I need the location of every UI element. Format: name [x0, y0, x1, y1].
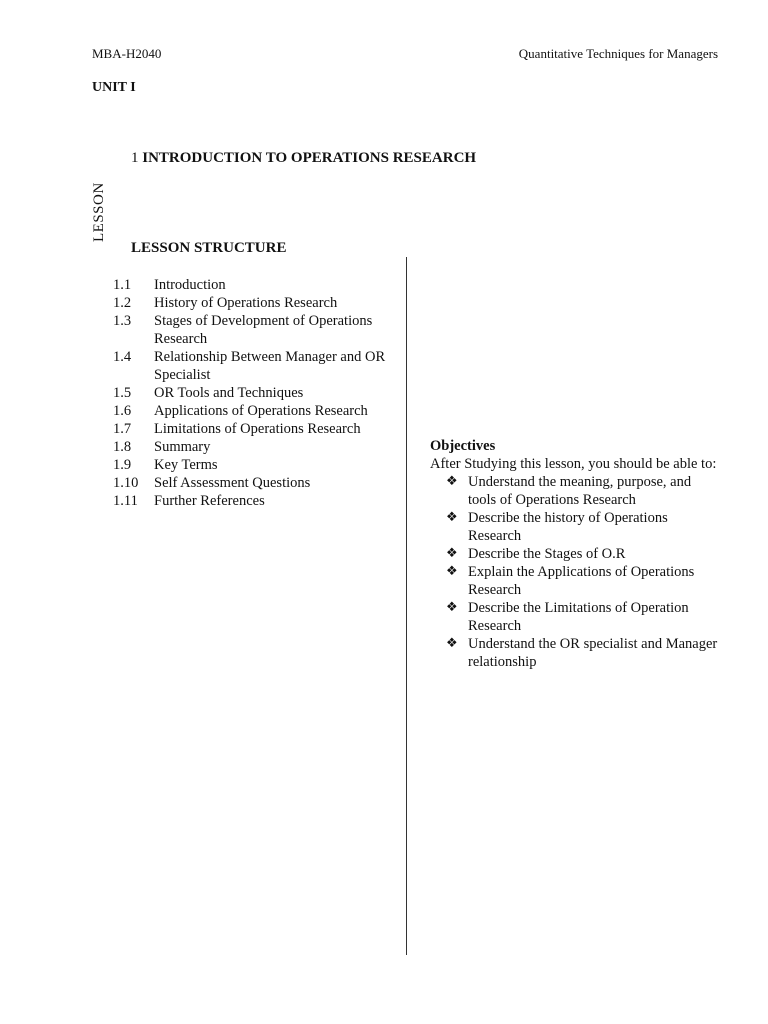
toc-item [113, 456, 398, 474]
objective-item [430, 599, 720, 635]
header-course-title: Quantitative Techniques for Managers [518, 46, 718, 61]
toc-item-text: Summary [154, 439, 211, 455]
toc-item [113, 474, 398, 492]
toc-item-text: OR Tools and Techniques [154, 385, 304, 401]
toc-item [113, 402, 398, 420]
lesson-number: 1 [131, 150, 139, 166]
objective-text: Understand the meaning, purpose, and tools of Operations Research [468, 474, 692, 508]
toc-item-text: Applications of Operations Research [154, 403, 368, 419]
toc-item-number: 1.3 [113, 313, 132, 329]
toc-item-text: Relationship Between Manager and OR Specialist [154, 349, 386, 383]
lesson-structure-heading: LESSON STRUCTURE [131, 240, 287, 256]
toc-item [113, 276, 398, 294]
toc-item-number: 1.9 [113, 457, 132, 473]
objectives-list [430, 473, 720, 671]
column-divider [406, 257, 407, 955]
toc-item-text: Introduction [154, 277, 226, 293]
lesson-structure-list [113, 276, 398, 510]
objectives-intro: After Studying this lesson, you should be able to: [430, 456, 717, 472]
toc-item-text: History of Operations Research [154, 295, 338, 311]
toc-item-number: 1.6 [113, 403, 132, 419]
diamond-bullet-icon: ❖ [446, 600, 458, 615]
diamond-bullet-icon: ❖ [446, 636, 458, 651]
toc-item-text: Limitations of Operations Research [154, 421, 361, 437]
objective-item [430, 509, 720, 545]
lesson-side-label: LESSON [91, 182, 107, 242]
objective-item [430, 635, 720, 671]
toc-item-text: Key Terms [154, 457, 218, 473]
objective-item [430, 563, 720, 599]
toc-item-number: 1.4 [113, 349, 132, 365]
toc-item-number: 1.11 [113, 493, 138, 509]
lesson-title [131, 150, 476, 167]
unit-heading: UNIT I [92, 80, 136, 95]
objectives-section [430, 437, 720, 671]
diamond-bullet-icon: ❖ [446, 564, 458, 579]
toc-item [113, 312, 398, 348]
header-course-code: MBA-H2040 [92, 46, 162, 61]
toc-item-number: 1.7 [113, 421, 132, 437]
toc-item [113, 348, 398, 384]
toc-item-number: 1.10 [113, 475, 139, 491]
diamond-bullet-icon: ❖ [446, 546, 458, 561]
toc-item-number: 1.5 [113, 385, 132, 401]
objective-text: Explain the Applications of Operations Research [468, 564, 695, 598]
objective-text: Understand the OR specialist and Manager relationship [468, 636, 718, 670]
toc-item-number: 1.2 [113, 295, 132, 311]
toc-item [113, 492, 398, 510]
toc-item [113, 438, 398, 456]
toc-item-text: Stages of Development of Operations Research [154, 313, 373, 347]
toc-item-number: 1.1 [113, 277, 132, 293]
objective-text: Describe the history of Operations Research [468, 510, 668, 544]
toc-item-number: 1.8 [113, 439, 132, 455]
objective-item [430, 473, 720, 509]
objectives-heading: Objectives [430, 438, 496, 454]
objective-item [430, 545, 720, 563]
objective-text: Describe the Stages of O.R [468, 546, 626, 562]
toc-item-text: Self Assessment Questions [154, 475, 311, 491]
toc-item [113, 420, 398, 438]
toc-item-text: Further References [154, 493, 265, 509]
lesson-title-text: INTRODUCTION TO OPERATIONS RESEARCH [142, 150, 477, 166]
toc-item [113, 294, 398, 312]
diamond-bullet-icon: ❖ [446, 474, 458, 489]
objective-text: Describe the Limitations of Operation Research [468, 600, 689, 634]
toc-item [113, 384, 398, 402]
diamond-bullet-icon: ❖ [446, 510, 458, 525]
